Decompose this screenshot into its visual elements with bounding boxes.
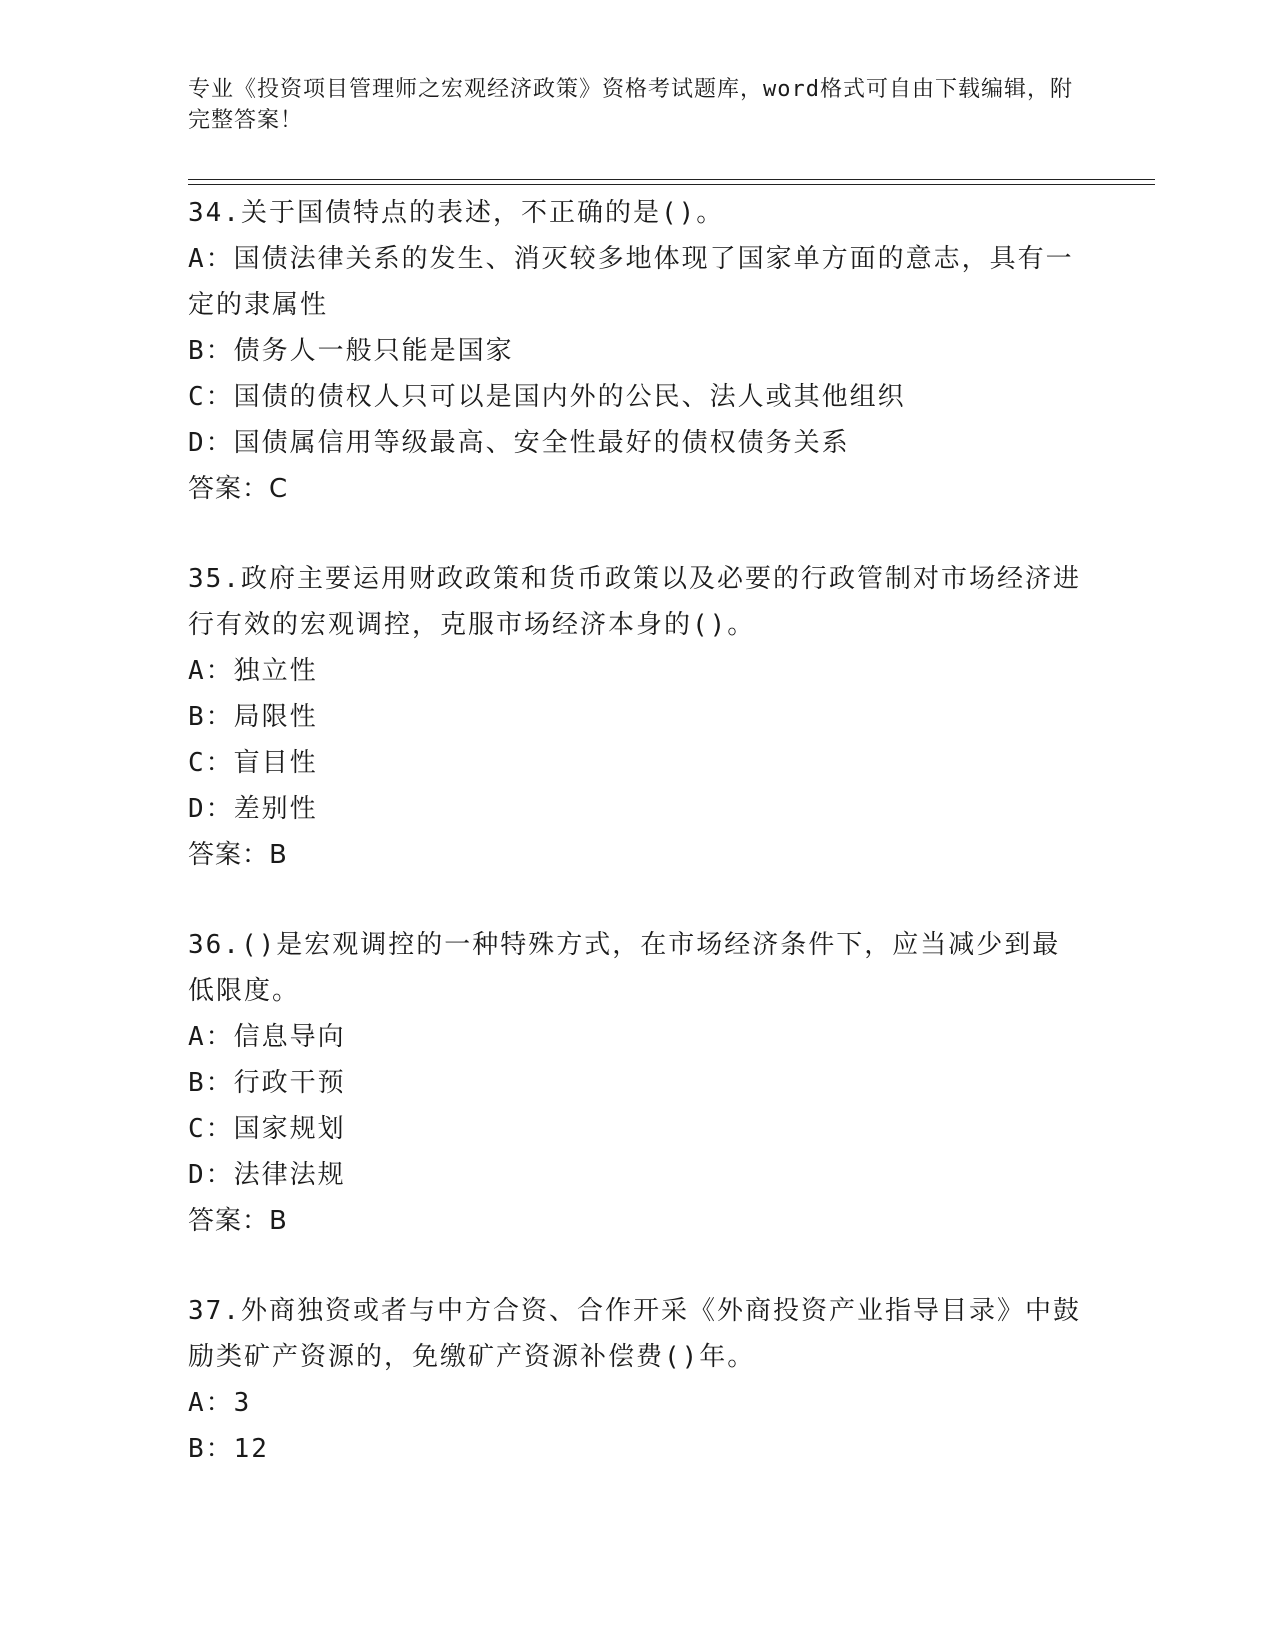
option-a: A：独立性 [188, 656, 318, 686]
question-34 [188, 190, 1088, 512]
option-c: C：国家规划 [188, 1114, 346, 1144]
question-35 [188, 556, 1088, 878]
option-c: C：盲目性 [188, 748, 318, 778]
option-d: D：差别性 [188, 794, 318, 824]
option-b: B：行政干预 [188, 1068, 346, 1098]
header-title: 专业《投资项目管理师之宏观经济政策》资格考试题库，word格式可自由下载编辑，附完整答案！ [188, 77, 1073, 133]
answer: 答案：C [188, 474, 289, 504]
question-36 [188, 922, 1088, 1244]
option-a: A：信息导向 [188, 1022, 346, 1052]
option-a: A：国债法律关系的发生、消灭较多地体现了国家单方面的意志，具有一定的隶属性 [188, 244, 1074, 320]
option-a: A：3 [188, 1388, 252, 1418]
header-divider-top [188, 179, 1155, 180]
question-stem: 35.政府主要运用财政政策和货币政策以及必要的行政管制对市场经济进行有效的宏观调控，克服市场经济本身的()。 [188, 564, 1081, 640]
question-37 [188, 1288, 1088, 1472]
option-d: D：国债属信用等级最高、安全性最好的债权债务关系 [188, 428, 850, 458]
option-b: B：12 [188, 1434, 269, 1464]
header-divider-bottom [188, 184, 1155, 185]
document-header [188, 74, 1088, 136]
question-list [188, 190, 1088, 1472]
question-stem: 36.()是宏观调控的一种特殊方式，在市场经济条件下，应当减少到最低限度。 [188, 930, 1061, 1006]
option-c: C：国债的债权人只可以是国内外的公民、法人或其他组织 [188, 382, 906, 412]
answer: 答案：B [188, 1206, 288, 1236]
answer: 答案：B [188, 840, 288, 870]
question-stem: 34.关于国债特点的表述，不正确的是()。 [188, 198, 725, 228]
question-stem: 37.外商独资或者与中方合资、合作开采《外商投资产业指导目录》中鼓励类矿产资源的，免缴矿产资源补偿费()年。 [188, 1296, 1081, 1372]
option-b: B：债务人一般只能是国家 [188, 336, 514, 366]
option-d: D：法律法规 [188, 1160, 346, 1190]
option-b: B：局限性 [188, 702, 318, 732]
